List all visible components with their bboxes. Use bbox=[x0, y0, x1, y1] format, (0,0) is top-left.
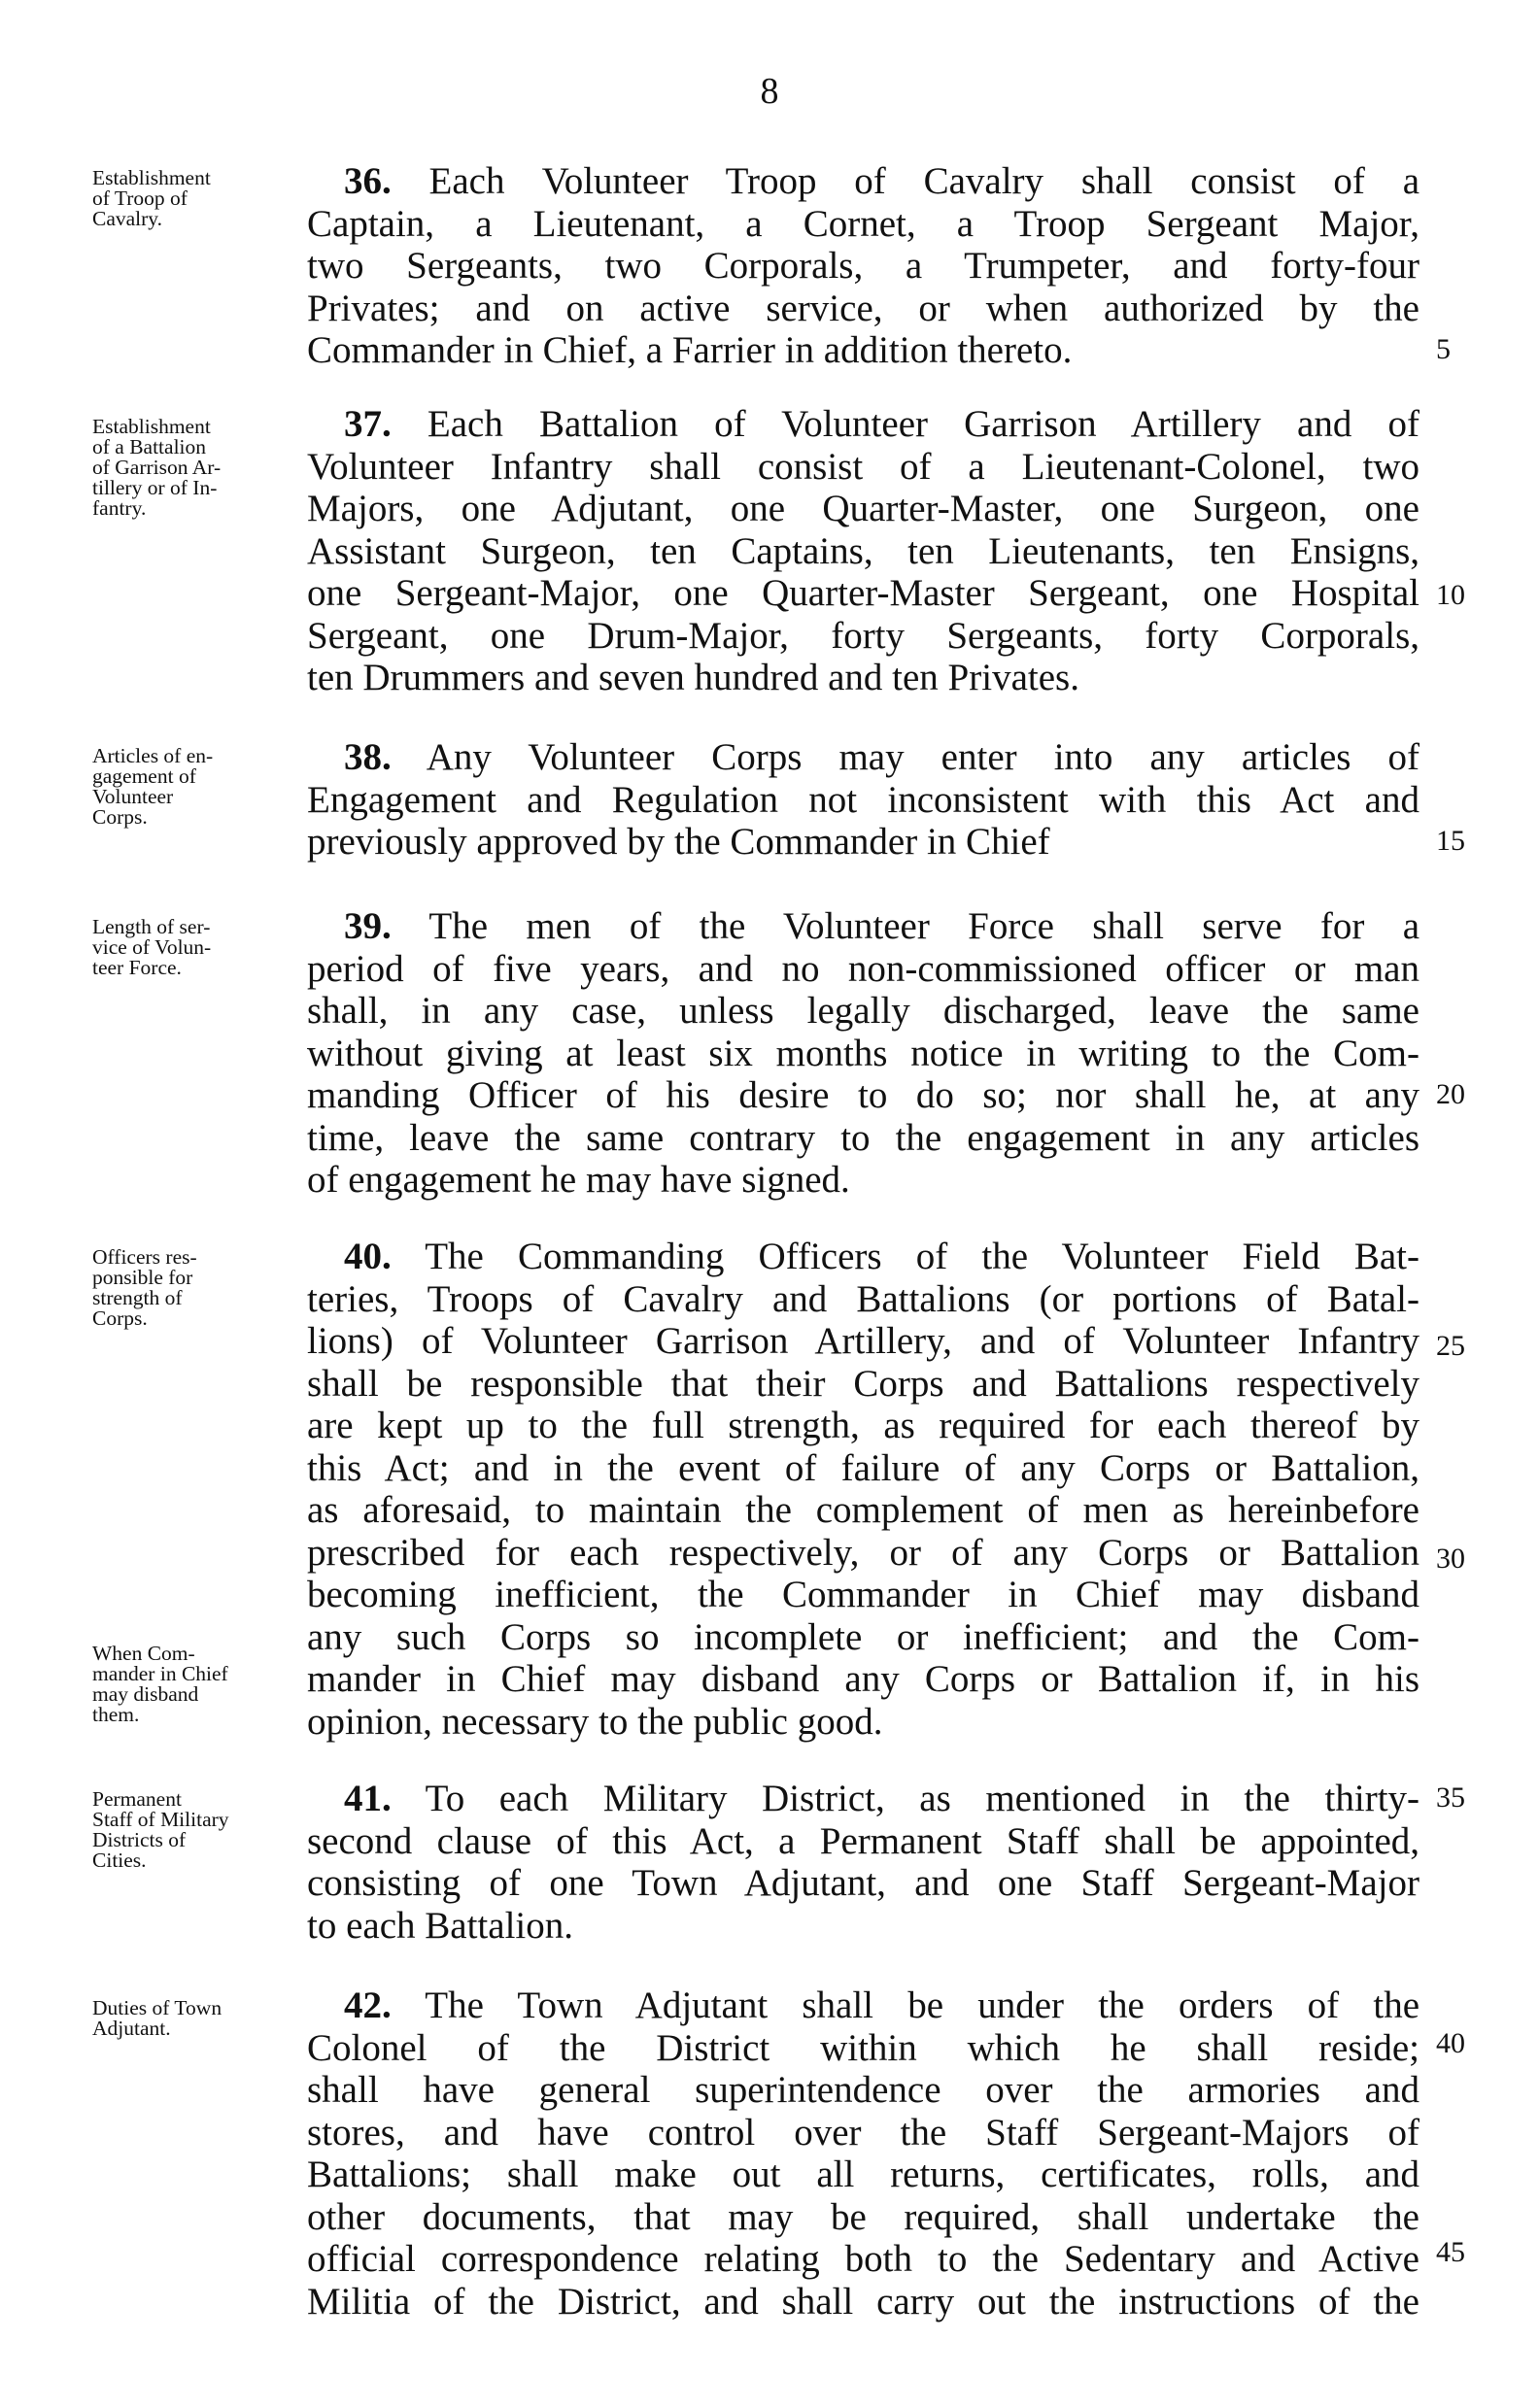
line-number: 10 bbox=[1436, 579, 1465, 611]
text-line: two Sergeants, two Corporals, a Trumpeter, and forty-four bbox=[307, 245, 1419, 287]
margin-note-line: Establishment bbox=[92, 166, 211, 189]
margin-note-line: may disband bbox=[92, 1682, 199, 1706]
text-line: opinion, necessary to the public good. bbox=[307, 1700, 883, 1743]
text-line: Battalions; shall make out all returns, certificates, rolls, and bbox=[307, 2154, 1419, 2195]
margin-note-line: Length of ser- bbox=[92, 915, 211, 938]
text-line: shall have general superintendence over the armories and bbox=[307, 2069, 1419, 2111]
margin-note-line: vice of Volun- bbox=[92, 935, 212, 959]
text-line: time, leave the same contrary to the engagement in any articles bbox=[307, 1116, 1419, 1159]
text-line: shall be responsible that their Corps and Battalions respectively bbox=[307, 1362, 1419, 1405]
margin-note bbox=[92, 417, 291, 519]
text-line: lions) of Volunteer Garrison Artillery, and of Volunteer Infantry bbox=[307, 1320, 1419, 1362]
text-line: to each Battalion. bbox=[307, 1904, 573, 1947]
line-number: 30 bbox=[1436, 1543, 1465, 1575]
margin-note-line: Cities. bbox=[92, 1848, 147, 1872]
text-line: ten Drummers and seven hundred and ten Privates. bbox=[307, 657, 1079, 698]
section-body bbox=[307, 1236, 1419, 1743]
margin-note-line: Establishment bbox=[92, 415, 211, 438]
margin-note-line: Cavalry. bbox=[92, 207, 163, 230]
text-line: one Sergeant-Major, one Quarter-Master Sergeant, one Hospital bbox=[307, 572, 1419, 614]
text-line: official correspondence relating both to the Sedentary and Active bbox=[307, 2238, 1419, 2280]
text-line: Militia of the District, and shall carry out the instructions of the bbox=[307, 2280, 1419, 2323]
margin-note-line: of a Battalion bbox=[92, 435, 207, 458]
section-number: 39. bbox=[344, 905, 392, 947]
text-line: 41. To each Military District, as mentioned in the thirty- bbox=[344, 1778, 1420, 1819]
text-line: Privates; and on active service, or when authorized by the bbox=[307, 287, 1419, 329]
margin-note-line: Staff of Military bbox=[92, 1808, 229, 1831]
text-line: 40. The Commanding Officers of the Volunteer Field Bat- bbox=[344, 1236, 1420, 1277]
margin-note-line: Permanent bbox=[92, 1787, 182, 1811]
text-line: Engagement and Regulation not inconsistent with this Act and bbox=[307, 778, 1419, 821]
section-body bbox=[307, 403, 1419, 699]
margin-note-line: Duties of Town bbox=[92, 1996, 222, 2019]
margin-note-line: Officers res- bbox=[92, 1245, 197, 1269]
section-number: 40. bbox=[344, 1236, 392, 1277]
text-line: consisting of one Town Adjutant, and one Staff Sergeant-Major bbox=[307, 1862, 1419, 1904]
section-body bbox=[307, 1984, 1419, 2323]
section-number: 36. bbox=[344, 160, 392, 202]
margin-note-line: Volunteer bbox=[92, 785, 174, 808]
margin-note-line: Adjutant. bbox=[92, 2017, 171, 2040]
margin-note-line: of Garrison Ar- bbox=[92, 456, 222, 479]
line-number: 45 bbox=[1436, 2236, 1465, 2268]
text-line: Commander in Chief, a Farrier in addition thereto. bbox=[307, 329, 1073, 371]
text-line: Majors, one Adjutant, one Quarter-Master, one Surgeon, one bbox=[307, 488, 1419, 529]
text-line: Captain, a Lieutenant, a Cornet, a Troop Sergeant Major, bbox=[307, 202, 1419, 245]
margin-note-line: strength of bbox=[92, 1286, 183, 1309]
line-number: 35 bbox=[1436, 1781, 1465, 1814]
text-line: as aforesaid, to maintain the complement of men as hereinbefore bbox=[307, 1489, 1419, 1531]
margin-note-line: mander in Chief bbox=[92, 1662, 228, 1685]
text-line: manding Officer of his desire to do so; nor shall he, at any bbox=[307, 1074, 1419, 1116]
text-line: second clause of this Act, a Permanent Staff shall be appointed, bbox=[307, 1819, 1419, 1862]
section-number: 37. bbox=[344, 403, 392, 445]
margin-note bbox=[92, 917, 291, 978]
margin-note bbox=[92, 1644, 291, 1725]
text-line: stores, and have control over the Staff Sergeant-Majors of bbox=[307, 2111, 1419, 2154]
text-line: previously approved by the Commander in Chief bbox=[307, 821, 1050, 863]
margin-note bbox=[92, 1998, 291, 2039]
text-line: this Act; and in the event of failure of any Corps or Battalion, bbox=[307, 1446, 1419, 1489]
text-line: teries, Troops of Cavalry and Battalions (or portions of Batal- bbox=[307, 1277, 1419, 1320]
text-line: becoming inefficient, the Commander in Chief may disband bbox=[307, 1574, 1419, 1615]
text-line: other documents, that may be required, shall undertake the bbox=[307, 2195, 1419, 2238]
text-line: prescribed for each respectively, or of any Corps or Battalion bbox=[307, 1531, 1419, 1574]
margin-note-line: them. bbox=[92, 1703, 140, 1726]
text-line: Assistant Surgeon, ten Captains, ten Lieutenants, ten Ensigns, bbox=[307, 529, 1419, 572]
margin-note bbox=[92, 1247, 291, 1329]
margin-note-line: Corps. bbox=[92, 805, 148, 829]
text-line: any such Corps so incomplete or inefficient; and the Com- bbox=[307, 1615, 1419, 1658]
section-body bbox=[307, 1778, 1419, 1947]
section-body bbox=[307, 160, 1419, 372]
margin-note-line: Corps. bbox=[92, 1306, 148, 1330]
margin-note-line: When Com- bbox=[92, 1642, 195, 1665]
margin-note-line: teer Force. bbox=[92, 956, 182, 979]
text-line: 42. The Town Adjutant shall be under the orders of the bbox=[344, 1984, 1420, 2026]
text-line: 37. Each Battalion of Volunteer Garrison Artillery and of bbox=[344, 403, 1420, 445]
section-number: 38. bbox=[344, 736, 392, 778]
text-line: Colonel of the District within which he shall reside; bbox=[307, 2026, 1419, 2069]
margin-note-line: tillery or of In- bbox=[92, 476, 218, 499]
text-line: period of five years, and no non-commissioned officer or man bbox=[307, 947, 1419, 990]
section-body bbox=[307, 905, 1419, 1202]
margin-note-line: Districts of bbox=[92, 1828, 187, 1851]
line-number: 25 bbox=[1436, 1330, 1465, 1362]
margin-note-line: fantry. bbox=[92, 496, 147, 520]
margin-note-line: of Troop of bbox=[92, 187, 188, 210]
margin-note bbox=[92, 1789, 291, 1871]
margin-note-line: gagement of bbox=[92, 764, 196, 788]
text-line: 39. The men of the Volunteer Force shall serve for a bbox=[344, 905, 1420, 947]
text-line: mander in Chief may disband any Corps or Battalion if, in his bbox=[307, 1658, 1419, 1700]
section-number: 42. bbox=[344, 1984, 392, 2026]
margin-note-line: Articles of en- bbox=[92, 744, 214, 767]
line-number: 20 bbox=[1436, 1078, 1465, 1110]
section-number: 41. bbox=[344, 1778, 392, 1819]
margin-note bbox=[92, 168, 291, 229]
margin-note bbox=[92, 746, 291, 828]
margin-note-line: ponsible for bbox=[92, 1266, 193, 1289]
line-number: 15 bbox=[1436, 825, 1465, 857]
text-line: shall, in any case, unless legally discharged, leave the same bbox=[307, 990, 1419, 1032]
line-number: 40 bbox=[1436, 2027, 1465, 2059]
text-line: Sergeant, one Drum-Major, forty Sergeants, forty Corporals, bbox=[307, 614, 1419, 657]
line-number: 5 bbox=[1436, 333, 1451, 365]
text-line: without giving at least six months notice in writing to the Com- bbox=[307, 1032, 1419, 1074]
text-line: 38. Any Volunteer Corps may enter into any articles of bbox=[344, 736, 1419, 778]
text-line: of engagement he may have signed. bbox=[307, 1159, 850, 1201]
page-number: 8 bbox=[760, 71, 779, 112]
section-body bbox=[307, 736, 1419, 864]
text-line: are kept up to the full strength, as required for each thereof by bbox=[307, 1405, 1419, 1446]
text-line: 36. Each Volunteer Troop of Cavalry shall consist of a bbox=[344, 160, 1420, 202]
text-line: Volunteer Infantry shall consist of a Lieutenant-Colonel, two bbox=[307, 445, 1419, 488]
